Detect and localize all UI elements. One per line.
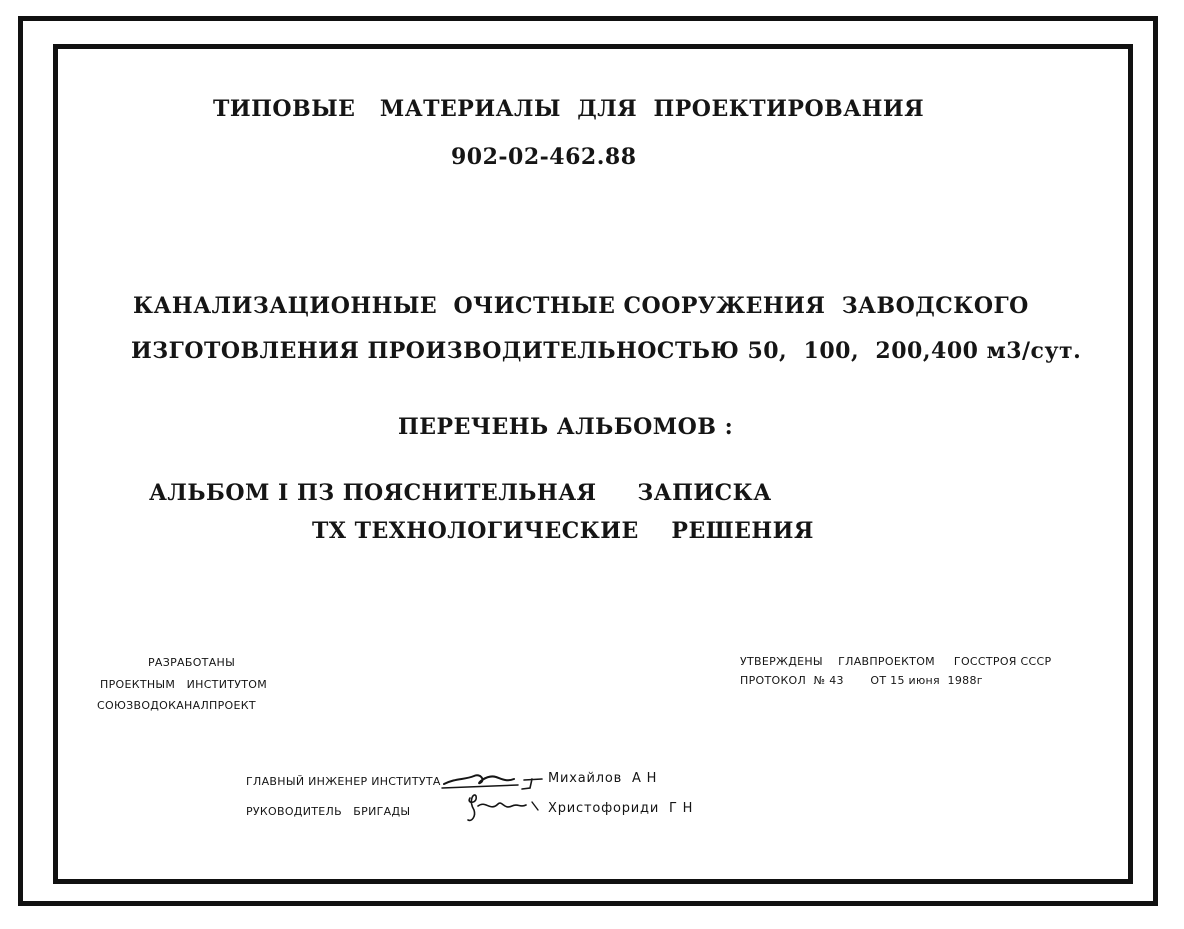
approval-line-1: УТВЕРЖДЕНЫ ГЛАВПРОЕКТОМ ГОССТРОЯ СССР: [740, 655, 1052, 668]
developer-line-2: ПРОЕКТНЫМ ИНСТИТУТОМ: [100, 678, 268, 691]
inner-frame-border: [53, 44, 1133, 884]
brigade-head-name: Христофориди Г Н: [548, 801, 694, 816]
albums-heading: ПЕРЕЧЕНЬ АЛЬБОМОВ :: [398, 414, 734, 440]
approval-line-2: ПРОТОКОЛ № 43 ОТ 15 июня 1988г: [740, 674, 983, 687]
signature-mark-chief: [440, 768, 550, 792]
developer-line-1: РАЗРАБОТАНЫ: [148, 656, 236, 669]
chief-engineer-name: Михайлов А Н: [548, 771, 658, 786]
brigade-head-title: РУКОВОДИТЕЛЬ БРИГАДЫ: [246, 805, 411, 818]
chief-engineer-title: ГЛАВНЫЙ ИНЖЕНЕР ИНСТИТУТА: [246, 775, 441, 788]
signature-mark-brigade: [458, 790, 548, 826]
series-title: ТИПОВЫЕ МАТЕРИАЛЫ ДЛЯ ПРОЕКТИРОВАНИЯ: [213, 96, 925, 122]
main-title-line-2: ИЗГОТОВЛЕНИЯ ПРОИЗВОДИТЕЛЬНОСТЬЮ 50, 100, 200,400 м3/сут.: [131, 338, 1082, 364]
album-line-2: ТХ ТЕХНОЛОГИЧЕСКИЕ РЕШЕНИЯ: [312, 518, 814, 544]
document-code: 902-02-462.88: [451, 144, 637, 170]
album-line-1: АЛЬБОМ I ПЗ ПОЯСНИТЕЛЬНАЯ ЗАПИСКА: [149, 480, 772, 506]
main-title-line-1: КАНАЛИЗАЦИОННЫЕ ОЧИСТНЫЕ СООРУЖЕНИЯ ЗАВОДСКОГО: [133, 293, 1029, 319]
developer-line-3: СОЮЗВОДОКАНАЛПРОЕКТ: [97, 699, 256, 712]
